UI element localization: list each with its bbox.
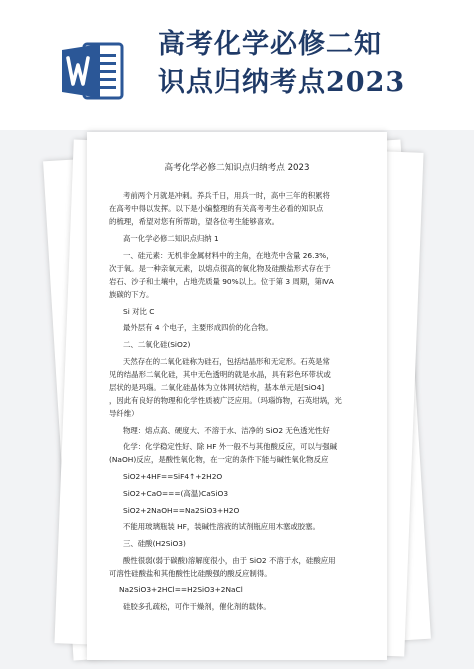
- paragraph-line: 次于氧。是一种亲氧元素，以熔点很高的氧化物及硅酸盐形式存在于: [109, 263, 331, 273]
- document-paragraph: [109, 504, 371, 517]
- document-paragraph: [109, 249, 371, 301]
- paragraph-line: 一、硅元素：无机非金属材料中的主角，在地壳中含量 26.3%，: [123, 250, 334, 260]
- paragraph-line: 可溶性硅酸盐和其他酸性比硅酸强的酸反应制得。: [109, 568, 272, 578]
- paragraph-line: 化学：化学稳定性好、除 HF 外一般不与其他酸反应，可以与强碱: [123, 442, 338, 452]
- document-paragraph: [109, 424, 371, 437]
- document-paragraph: [109, 338, 371, 351]
- banner-title: [158, 26, 458, 102]
- document-paragraph: [109, 189, 371, 228]
- document-paragraph: [109, 537, 371, 550]
- document-paragraph: [109, 600, 371, 613]
- banner-title-line1: 高考化学必修二知: [158, 29, 382, 60]
- document-paragraph: [109, 470, 371, 483]
- document-paragraph: [109, 355, 371, 420]
- document-paragraph: [109, 232, 371, 245]
- document-paragraph: [109, 554, 371, 580]
- paragraph-line: 高一化学必修二知识点归纳 1: [123, 233, 219, 243]
- paragraph-line: 硅胶多孔疏松，可作干燥剂，催化剂的载体。: [123, 602, 271, 612]
- document-paragraph: [109, 520, 371, 533]
- paragraph-line: 三、硅酸(H2SiO3): [123, 538, 186, 548]
- paragraph-line: 酸性很弱(弱于碳酸)溶解度很小，由于 SiO2 不溶于水，硅酸应用: [123, 555, 336, 565]
- document-paragraph: [109, 440, 371, 466]
- paragraph-line: 在高考中得以发挥。以下是小编整理的有关高考考生必看的知识点: [109, 204, 324, 214]
- paragraph-line: 考前两个月就是冲刺。养兵千日，用兵一时，高中三年的积累将: [123, 191, 330, 200]
- paragraph-line: 不能用玻璃瓶装 HF，装碱性溶液的试剂瓶应用木塞或胶塞。: [123, 522, 320, 532]
- banner-title-line2: 识点归纳考点2023: [158, 67, 406, 98]
- paragraph-line: 导纤维）: [109, 408, 139, 418]
- document-paragraph: [109, 487, 371, 500]
- paragraph-line: 物理：熔点高、硬度大、不溶于水、洁净的 SiO2 无色透光性好: [123, 425, 330, 435]
- paragraph-line: Na2SiO3+2HCl==H2SiO3+2NaCl: [119, 585, 243, 595]
- document-title: 高考化学必修二知识点归纳考点 2023: [164, 163, 310, 173]
- word-document-icon: [60, 38, 126, 104]
- document-page: [87, 132, 387, 660]
- paragraph-line: 层状的是玛瑙。二氧化硅晶体为立体网状结构，基本单元是[SiO4]: [109, 382, 325, 392]
- paragraph-line: SiO2+2NaOH==Na2SiO3+H2O: [123, 505, 240, 515]
- paragraph-line: 二、二氧化硅(SiO2): [123, 339, 191, 349]
- paragraph-line: Si 对比 C: [123, 306, 155, 316]
- document-paragraph: [109, 305, 371, 318]
- paragraph-line: SiO2+CaO===(高温)CaSiO3: [123, 488, 229, 498]
- paragraph-line: SiO2+4HF==SiF4↑+2H2O: [123, 472, 223, 482]
- paragraph-line: 的梳理，希望对您有所帮助，望各位考生能够喜欢。: [109, 217, 279, 227]
- document-paragraph: [109, 321, 371, 334]
- banner: [0, 0, 474, 130]
- paragraph-line: ，因此有良好的物理和化学性质被广泛应用。（玛瑙饰物，石英坩埚，光: [109, 395, 342, 405]
- paragraph-line: 见的结晶形二氧化硅，其中无色透明的就是水晶，具有彩色环带状或: [109, 369, 331, 379]
- paragraph-line: 岩石、沙子和土壤中，占地壳质量 90%以上。位于第 3 周期，第ⅣA: [109, 276, 334, 286]
- document-body: [109, 189, 371, 617]
- paragraph-line: 最外层有 4 个电子，主要形成四价的化合物。: [123, 323, 273, 333]
- paragraph-line: 族碳的下方。: [109, 289, 154, 299]
- paragraph-line: 天然存在的二氧化硅称为硅石，包括结晶形和无定形。石英是常: [123, 356, 330, 366]
- paragraph-line: (NaOH)反应，是酸性氧化物，在一定的条件下能与碱性氧化物反应: [109, 455, 329, 465]
- document-paragraph: [109, 583, 371, 596]
